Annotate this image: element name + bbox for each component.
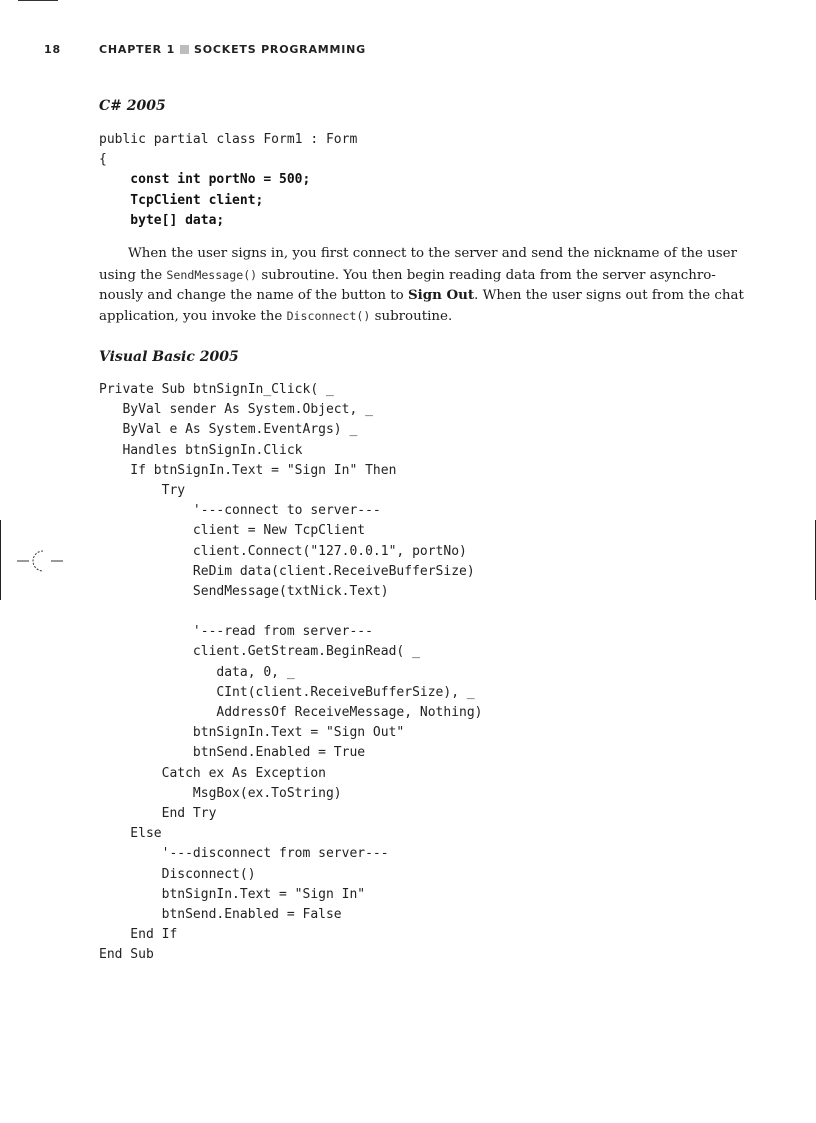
- code-line: client = New TcpClient: [99, 523, 366, 539]
- code-line: [99, 602, 483, 622]
- code-line: '---connect to server---: [99, 503, 381, 519]
- code-line: btnSignIn.Text = "Sign Out": [99, 725, 405, 741]
- paragraph-line-4: application, you invoke the Disconnect() subroutine.: [99, 308, 453, 324]
- csharp-heading: C# 2005: [99, 98, 166, 114]
- code-line: End Sub: [99, 947, 154, 963]
- code-line: client.Connect("127.0.0.1", portNo): [99, 543, 467, 559]
- code-line: SendMessage(txtNick.Text): [99, 583, 389, 599]
- code-line: End If: [99, 927, 178, 943]
- code-line: ByVal e As System.EventArgs) _: [99, 422, 358, 438]
- separator-square-icon: [180, 45, 189, 54]
- code-line: TcpClient client;: [99, 192, 264, 208]
- code-line: Else: [99, 826, 162, 842]
- vb-heading: Visual Basic 2005: [99, 349, 239, 365]
- body-paragraph: [99, 244, 744, 326]
- inline-code-disconnect: Disconnect(): [286, 308, 371, 323]
- code-line: If btnSignIn.Text = "Sign In" Then: [99, 462, 397, 478]
- code-line: AddressOf ReceiveMessage, Nothing): [99, 705, 483, 720]
- bold-sign-out: Sign Out: [407, 287, 475, 304]
- code-line: Try: [99, 482, 186, 498]
- csharp-code-block: [99, 130, 357, 231]
- paragraph-line-1: When the user signs in, you first connect to the server and send the nickname of the user: [128, 246, 737, 261]
- code-line: End Try: [99, 805, 217, 821]
- code-line: client.GetStream.BeginRead( _: [99, 644, 420, 660]
- code-line: '---disconnect from server---: [99, 846, 389, 862]
- code-line: CInt(client.ReceiveBufferSize), _: [99, 684, 475, 700]
- chapter-title: SOCKETS PROGRAMMING: [194, 43, 366, 56]
- code-line: ByVal sender As System.Object, _: [99, 402, 373, 418]
- code-line: const int portNo = 500;: [99, 172, 311, 188]
- code-line: MsgBox(ex.ToString): [99, 785, 342, 801]
- code-line: Private Sub btnSignIn_Click( _: [99, 382, 334, 397]
- chapter-heading: [99, 43, 366, 56]
- code-line: Disconnect(): [99, 866, 256, 882]
- page-number: 18: [44, 43, 61, 56]
- code-line: btnSignIn.Text = "Sign In": [99, 886, 366, 902]
- registration-mark-icon: [17, 548, 65, 574]
- code-line: Catch ex As Exception: [99, 765, 326, 781]
- code-line: btnSend.Enabled = False: [99, 906, 342, 922]
- paragraph-line-2: using the SendMessage() subroutine. You then begin reading data from the server asynchro-: [99, 267, 716, 283]
- inline-code-sendmessage: SendMessage(): [166, 267, 258, 282]
- code-line: ReDim data(client.ReceiveBufferSize): [99, 563, 475, 579]
- chapter-label: CHAPTER 1: [99, 43, 176, 56]
- code-line: data, 0, _: [99, 664, 295, 680]
- crop-mark-left: [0, 520, 1, 600]
- top-rule: [18, 0, 58, 1]
- code-line: Handles btnSignIn.Click: [99, 442, 303, 458]
- paragraph-line-3: nously and change the name of the button to Sign Out. When the user signs out from the chat: [99, 287, 744, 304]
- vb-code-block: [99, 380, 483, 965]
- code-line: {: [99, 152, 107, 168]
- code-line: public partial class Form1 : Form: [99, 132, 358, 147]
- code-line: '---read from server---: [99, 624, 373, 640]
- code-line: byte[] data;: [99, 212, 225, 228]
- code-line: btnSend.Enabled = True: [99, 745, 366, 761]
